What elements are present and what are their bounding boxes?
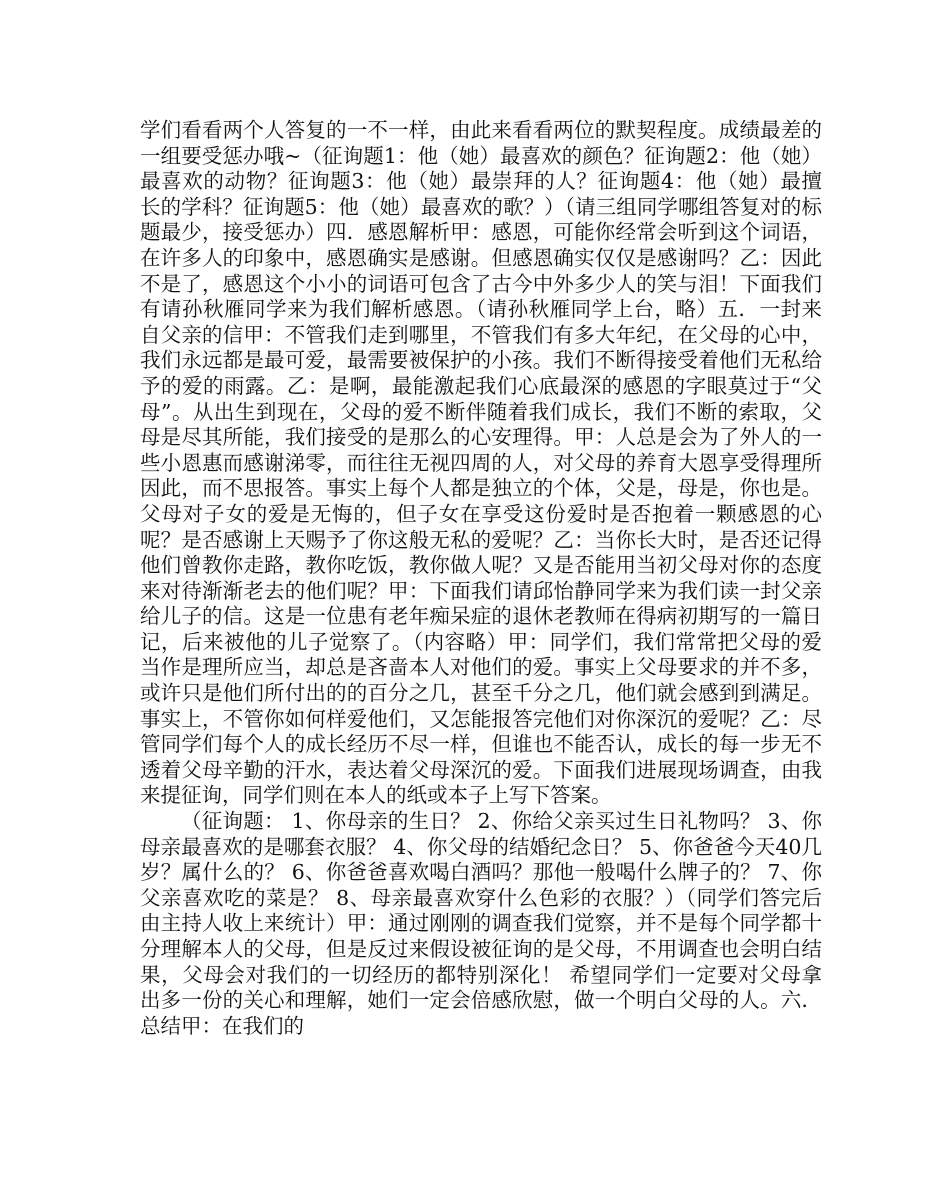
paragraph-2: （征询题： 1、你母亲的生日？ 2、你给父亲买过生日礼物吗？ 3、你母亲最喜欢的是哪套衣服？ 4、你父母的结婚纪念日？ 5、你爸爸今天40几岁？属什么的？ 6、你爸爸喜欢喝白酒吗？那他一般喝什么牌子的？ 7、你父亲喜欢吃的菜是？ 8、母亲最喜欢穿什么色彩的衣服？）（同学们答完后由主持人收上来统计）甲：通过刚刚的调查我们觉察，并不是每个同学都十分理解本人的父母，但是反过来假设被征询的是父母，不用调查也会明白结果，父母会对我们的一切经历的都特别深化！ 希望同学们一定要对父母拿出多一份的关心和理解，她们一定会倍感欣慰，做一个明白父母的人。六．总结甲：在我们的 — [140, 809, 822, 1038]
document-body — [140, 118, 822, 1039]
paragraph-1: 学们看看两个人答复的一不一样，由此来看看两位的默契程度。成绩最差的一组要受惩办哦~（征询题1：他（她）最喜欢的颜色？征询题2：他（她）最喜欢的动物？征询题3：他（她）最崇拜的人？征询题4：他（她）最擅长的学科？征询题5：他（她）最喜欢的歌？）（请三组同学哪组答复对的标题最少，接受惩办）四．感恩解析甲：感恩，可能你经常会听到这个词语，在许多人的印象中，感恩确实是感谢。但感恩确实仅仅是感谢吗？乙：因此不是了，感恩这个小小的词语可包含了古今中外多少人的笑与泪！下面我们有请孙秋雁同学来为我们解析感恩。（请孙秋雁同学上台，略）五．一封来自父亲的信甲：不管我们走到哪里，不管我们有多大年纪，在父母的心中，我们永远都是最可爱，最需要被保护的小孩。我们不断得接受着他们无私给予的爱的雨露。乙：是啊，最能激起我们心底最深的感恩的字眼莫过于“父母”。从出生到现在，父母的爱不断伴随着我们成长，我们不断的索取，父母是尽其所能，我们接受的是那么的心安理得。甲：人总是会为了外人的一些小恩惠而感谢涕零，而往往无视四周的人，对父母的养育大恩享受得理所因此，而不思报答。事实上每个人都是独立的个体，父是，母是，你也是。父母对子女的爱是无悔的，但子女在享受这份爱时是否抱着一颗感恩的心呢？是否感谢上天赐予了你这般无私的爱呢？乙：当你长大时，是否还记得他们曾教你走路，教你吃饭，教你做人呢？又是否能用当初父母对你的态度来对待渐渐老去的他们呢？甲：下面我们请邱怡静同学来为我们读一封父亲给儿子的信。这是一位患有老年痴呆症的退休老教师在得病初期写的一篇日记，后来被他的儿子觉察了。（内容略）甲：同学们，我们常常把父母的爱当作是理所应当，却总是吝啬本人对他们的爱。事实上父母要求的并不多，或许只是他们所付出的的百分之几，甚至千分之几，他们就会感到到满足。事实上，不管你如何样爱他们，又怎能报答完他们对你深沉的爱呢？乙：尽管同学们每个人的成长经历不尽一样，但谁也不能否认，成长的每一步无不透着父母辛勤的汗水，表达着父母深沉的爱。下面我们进展现场调查，由我来提征询，同学们则在本人的纸或本子上写下答案。 — [140, 118, 822, 808]
